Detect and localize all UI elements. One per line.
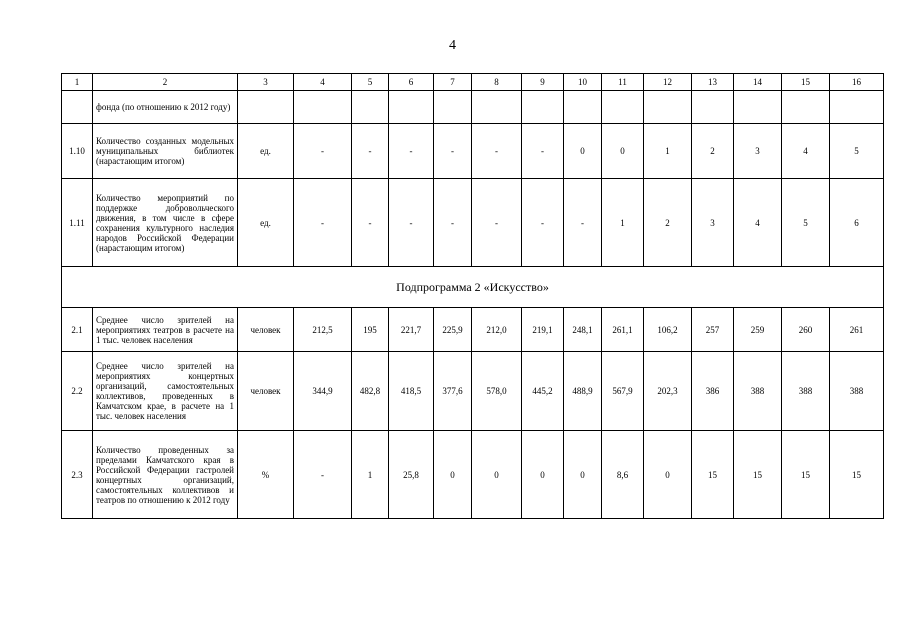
header-cell: 7: [434, 74, 472, 91]
table-row: [62, 308, 884, 352]
value-cell: 106,2: [644, 308, 692, 352]
value-cell: 15: [830, 431, 884, 519]
value-cell: 212,5: [294, 308, 352, 352]
value-cell: 386: [692, 352, 734, 431]
value-cell: -: [294, 431, 352, 519]
indicators-table: [61, 73, 884, 519]
value-cell: 2: [692, 124, 734, 179]
row-number-cell: 2.2: [62, 352, 93, 431]
value-cell: 6: [830, 179, 884, 267]
value-cell: 344,9: [294, 352, 352, 431]
value-cell: 1: [602, 179, 644, 267]
value-cell: 15: [782, 431, 830, 519]
header-cell: 9: [522, 74, 564, 91]
value-cell: 4: [734, 179, 782, 267]
value-cell: 0: [602, 124, 644, 179]
value-cell: -: [389, 124, 434, 179]
value-cell: 388: [830, 352, 884, 431]
value-cell: -: [352, 179, 389, 267]
table-row: [62, 431, 884, 519]
value-cell: 25,8: [389, 431, 434, 519]
value-cell: -: [352, 124, 389, 179]
section-row: [62, 267, 884, 308]
row-number-cell: 2.1: [62, 308, 93, 352]
header-cell: 14: [734, 74, 782, 91]
value-cell: [692, 91, 734, 124]
value-cell: 0: [522, 431, 564, 519]
header-cell: 12: [644, 74, 692, 91]
header-cell: 3: [238, 74, 294, 91]
value-cell: [564, 91, 602, 124]
row-number-cell: 1.10: [62, 124, 93, 179]
value-cell: 377,6: [434, 352, 472, 431]
table-body: [62, 74, 884, 519]
table-row: [62, 91, 884, 124]
value-cell: 567,9: [602, 352, 644, 431]
unit-cell: ед.: [238, 124, 294, 179]
unit-cell: [238, 91, 294, 124]
value-cell: [472, 91, 522, 124]
table-row: [62, 179, 884, 267]
value-cell: -: [522, 124, 564, 179]
header-cell: 6: [389, 74, 434, 91]
value-cell: 1: [644, 124, 692, 179]
value-cell: [352, 91, 389, 124]
value-cell: 221,7: [389, 308, 434, 352]
header-cell: 13: [692, 74, 734, 91]
value-cell: 0: [434, 431, 472, 519]
header-cell: 16: [830, 74, 884, 91]
value-cell: -: [522, 179, 564, 267]
unit-cell: человек: [238, 352, 294, 431]
value-cell: 3: [734, 124, 782, 179]
value-cell: 445,2: [522, 352, 564, 431]
table-row: [62, 352, 884, 431]
unit-cell: человек: [238, 308, 294, 352]
header-cell: 5: [352, 74, 389, 91]
value-cell: 0: [564, 124, 602, 179]
value-cell: 259: [734, 308, 782, 352]
value-cell: [782, 91, 830, 124]
value-cell: 5: [830, 124, 884, 179]
unit-cell: ед.: [238, 179, 294, 267]
value-cell: [734, 91, 782, 124]
value-cell: -: [472, 124, 522, 179]
value-cell: 482,8: [352, 352, 389, 431]
value-cell: -: [564, 179, 602, 267]
value-cell: [434, 91, 472, 124]
row-number-cell: 1.11: [62, 179, 93, 267]
indicator-description-cell: Количество мероприятий по поддержке добровольческого движения, в том числе в сфере сохранения культурного наследия народов Российской Федерации (нарастающим итогом): [93, 179, 238, 267]
value-cell: 4: [782, 124, 830, 179]
header-cell: 1: [62, 74, 93, 91]
value-cell: 195: [352, 308, 389, 352]
unit-cell: %: [238, 431, 294, 519]
header-row: [62, 74, 884, 91]
value-cell: 248,1: [564, 308, 602, 352]
value-cell: 488,9: [564, 352, 602, 431]
value-cell: 260: [782, 308, 830, 352]
value-cell: -: [434, 179, 472, 267]
value-cell: 257: [692, 308, 734, 352]
value-cell: [389, 91, 434, 124]
value-cell: 2: [644, 179, 692, 267]
value-cell: 15: [692, 431, 734, 519]
indicator-description-cell: Количество проведенных за пределами Камчатского края в Российской Федерации гастролей концертных организаций, самостоятельных коллективов и театров по отношению к 2012 году: [93, 431, 238, 519]
header-cell: 2: [93, 74, 238, 91]
value-cell: 225,9: [434, 308, 472, 352]
value-cell: 261,1: [602, 308, 644, 352]
value-cell: 212,0: [472, 308, 522, 352]
row-number-cell: 2.3: [62, 431, 93, 519]
value-cell: -: [389, 179, 434, 267]
indicator-description-cell: Среднее число зрителей на мероприятиях концертных организаций, самостоятельных коллективов, проведенных в Камчатском крае, в расчете на 1 тыс. человек населения: [93, 352, 238, 431]
value-cell: 0: [472, 431, 522, 519]
value-cell: 578,0: [472, 352, 522, 431]
value-cell: 202,3: [644, 352, 692, 431]
value-cell: 388: [734, 352, 782, 431]
row-number-cell: [62, 91, 93, 124]
value-cell: 8,6: [602, 431, 644, 519]
value-cell: 15: [734, 431, 782, 519]
value-cell: 0: [564, 431, 602, 519]
value-cell: [830, 91, 884, 124]
value-cell: -: [294, 179, 352, 267]
indicator-description-cell: Среднее число зрителей на мероприятиях театров в расчете на 1 тыс. человек населения: [93, 308, 238, 352]
value-cell: 388: [782, 352, 830, 431]
value-cell: 261: [830, 308, 884, 352]
value-cell: 219,1: [522, 308, 564, 352]
value-cell: [294, 91, 352, 124]
indicator-description-cell: Количество созданных модельных муниципальных библиотек (нарастающим итогом): [93, 124, 238, 179]
header-cell: 15: [782, 74, 830, 91]
value-cell: [644, 91, 692, 124]
section-title: Подпрограмма 2 «Искусство»: [62, 267, 884, 308]
indicator-description-cell: фонда (по отношению к 2012 году): [93, 91, 238, 124]
value-cell: 1: [352, 431, 389, 519]
value-cell: [522, 91, 564, 124]
header-cell: 8: [472, 74, 522, 91]
value-cell: [602, 91, 644, 124]
value-cell: -: [294, 124, 352, 179]
header-cell: 11: [602, 74, 644, 91]
header-cell: 4: [294, 74, 352, 91]
header-cell: 10: [564, 74, 602, 91]
value-cell: 5: [782, 179, 830, 267]
value-cell: 0: [644, 431, 692, 519]
table-row: [62, 124, 884, 179]
value-cell: -: [434, 124, 472, 179]
value-cell: -: [472, 179, 522, 267]
value-cell: 418,5: [389, 352, 434, 431]
value-cell: 3: [692, 179, 734, 267]
page-number: 4: [449, 38, 456, 53]
